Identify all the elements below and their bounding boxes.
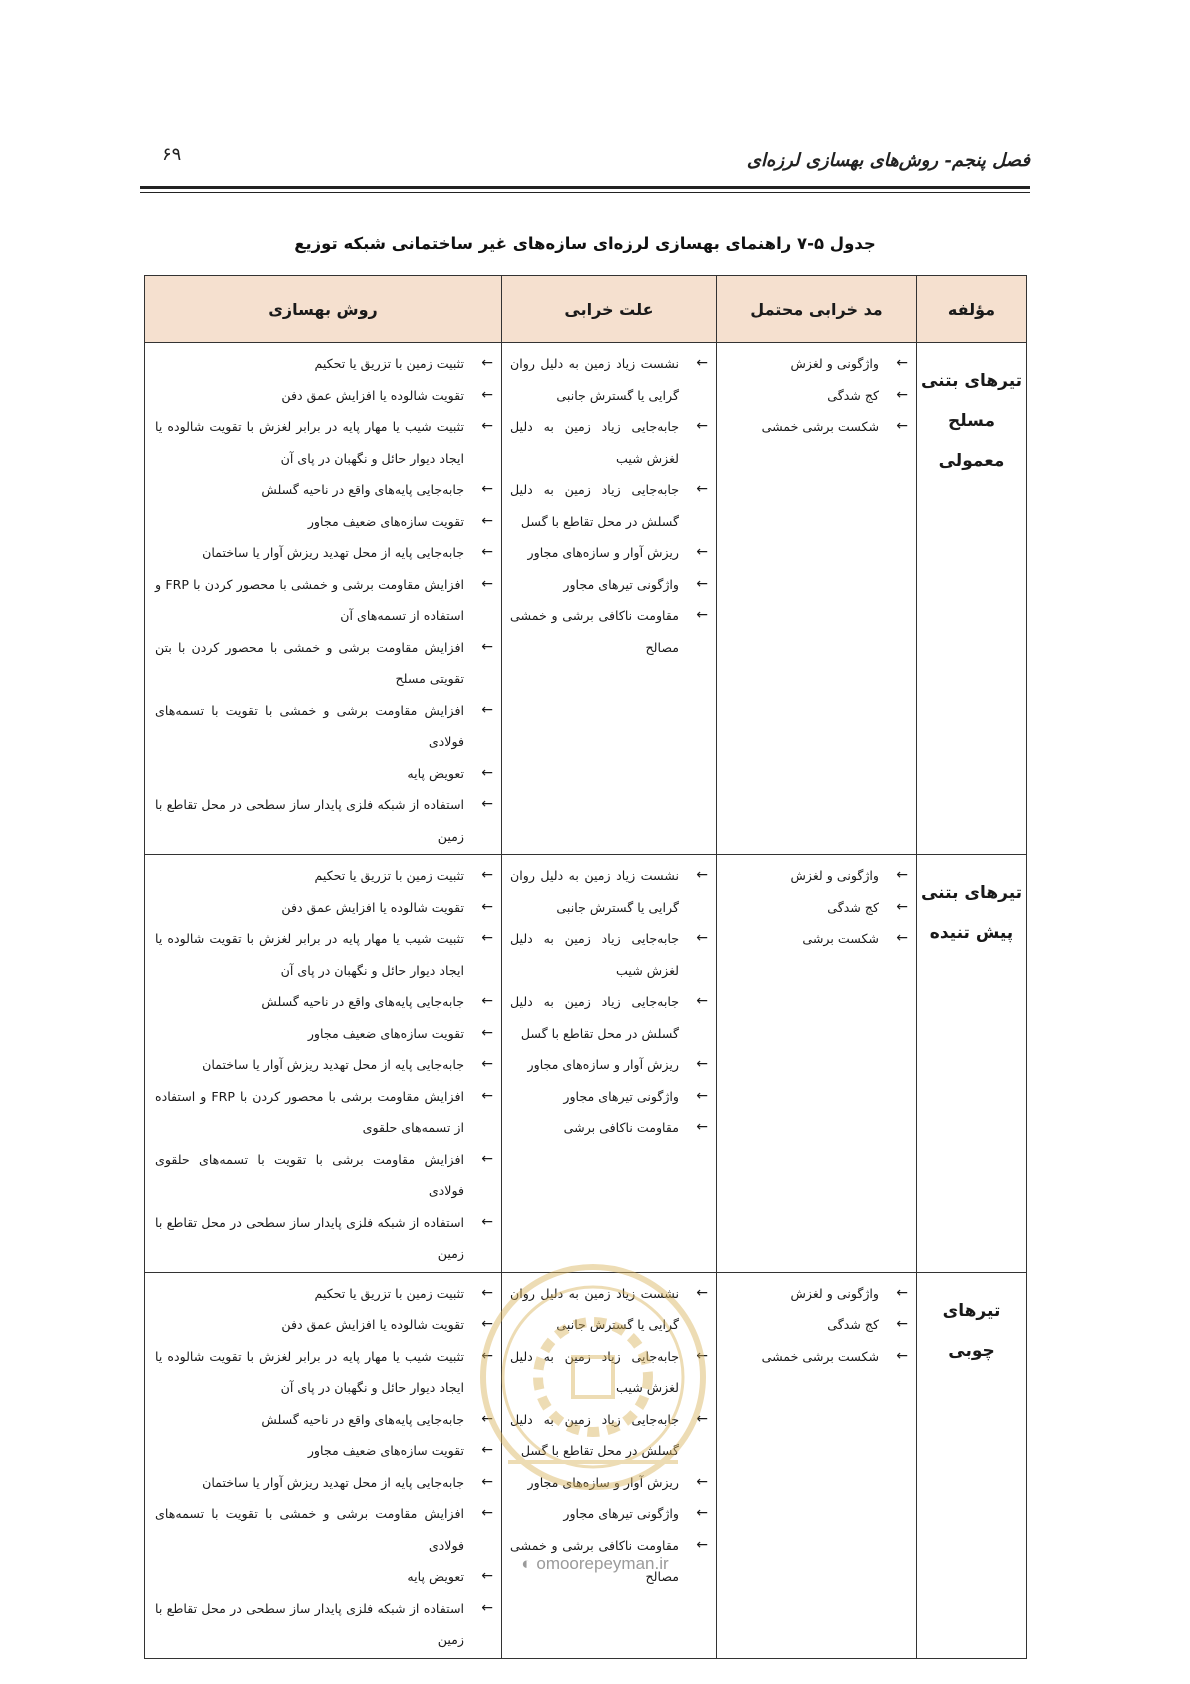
failure-cause-item bbox=[502, 1498, 716, 1530]
retrofit-method-item-text: جابه‌جایی پایه‌های واقع در ناحیه گسلش bbox=[261, 994, 464, 1009]
arrow-left-icon: ← bbox=[696, 993, 708, 1009]
column-header-component: مؤلفه bbox=[917, 276, 1027, 343]
table-row bbox=[145, 343, 1027, 855]
failure-cause-item bbox=[502, 537, 716, 569]
arrow-left-icon: ← bbox=[696, 1284, 708, 1301]
arrow-left-icon: ← bbox=[481, 1213, 493, 1230]
arrow-left-icon: ← bbox=[481, 1316, 493, 1332]
arrow-left-icon: ← bbox=[481, 764, 493, 781]
arrow-left-icon: ← bbox=[481, 796, 493, 812]
failure-mode-item bbox=[717, 860, 916, 892]
retrofit-method-item bbox=[145, 1404, 501, 1436]
failure-mode-item bbox=[717, 892, 916, 924]
failure-cause-item-text: جابه‌جایی زیاد زمین به دلیل گسلش در محل تقاطع با گسل bbox=[510, 1411, 679, 1458]
column-header-retrofit-method: روش بهسازی bbox=[145, 276, 502, 343]
arrow-left-icon: ← bbox=[481, 1024, 493, 1041]
arrow-left-icon: ← bbox=[481, 993, 493, 1009]
failure-cause-item-text: جابه‌جایی زیاد زمین به دلیل لغزش شیب bbox=[510, 931, 679, 978]
arrow-left-icon: ← bbox=[896, 930, 908, 946]
failure-cause-cell bbox=[502, 855, 717, 1273]
retrofit-method-item bbox=[145, 789, 501, 852]
arrow-left-icon: ← bbox=[696, 607, 708, 623]
retrofit-method-item-text: جابه‌جایی پایه از محل تهدید ریزش آوار یا ساختمان bbox=[202, 1057, 464, 1072]
failure-mode-cell bbox=[717, 1272, 917, 1658]
arrow-left-icon: ← bbox=[481, 481, 493, 497]
arrow-left-icon: ← bbox=[896, 418, 908, 434]
arrow-left-icon: ← bbox=[481, 1150, 493, 1167]
arrow-left-icon: ← bbox=[896, 386, 908, 403]
failure-cause-item-text: نشست زیاد زمین به دلیل روان گرایی یا گسترش جانبی bbox=[510, 868, 679, 915]
arrow-left-icon: ← bbox=[481, 701, 493, 718]
failure-cause-item-text: واژگونی تیرهای مجاور bbox=[563, 576, 679, 592]
failure-cause-item-text: نشست زیاد زمین به دلیل روان گرایی یا گسترش جانبی bbox=[510, 1285, 679, 1332]
arrow-left-icon: ← bbox=[481, 1473, 493, 1490]
arrow-left-icon: ← bbox=[481, 1505, 493, 1521]
component-cell bbox=[917, 343, 1027, 855]
column-header-failure-mode: مد خرابی محتمل bbox=[717, 276, 917, 343]
arrow-left-icon: ← bbox=[481, 1056, 493, 1072]
failure-mode-cell bbox=[717, 855, 917, 1273]
failure-mode-item-text: شکست برشی خمشی bbox=[761, 419, 879, 434]
arrow-left-icon: ← bbox=[696, 1056, 708, 1072]
failure-mode-item-text: کج شدگی bbox=[827, 387, 879, 403]
arrow-left-icon: ← bbox=[696, 1119, 708, 1135]
failure-cause-item bbox=[502, 474, 716, 537]
arrow-left-icon: ← bbox=[696, 1536, 708, 1553]
arrow-left-icon: ← bbox=[896, 1316, 908, 1332]
retrofit-method-item bbox=[145, 1467, 501, 1499]
retrofit-method-item bbox=[145, 695, 501, 758]
failure-cause-item-text: ریزش آوار و سازه‌های مجاور bbox=[527, 1057, 679, 1072]
retrofit-method-item bbox=[145, 1081, 501, 1144]
arrow-left-icon: ← bbox=[696, 418, 708, 434]
retrofit-method-item bbox=[145, 758, 501, 790]
retrofit-method-item bbox=[145, 923, 501, 986]
component-cell bbox=[917, 1272, 1027, 1658]
arrow-left-icon: ← bbox=[896, 898, 908, 915]
failure-cause-cell-list bbox=[502, 855, 716, 1146]
table-caption: جدول ۵-۷ راهنمای بهسازی لرزه‌ای سازه‌های غیر ساختمانی شبکه توزیع bbox=[294, 234, 876, 253]
arrow-left-icon: ← bbox=[481, 418, 493, 434]
component-name-line: پیش تنیده bbox=[929, 923, 1014, 943]
failure-cause-item bbox=[502, 1467, 716, 1499]
retrofit-method-item-text: جابه‌جایی پایه از محل تهدید ریزش آوار یا ساختمان bbox=[202, 1474, 464, 1490]
retrofit-method-item bbox=[145, 1018, 501, 1050]
table-row bbox=[145, 1272, 1027, 1658]
arrow-left-icon: ← bbox=[481, 1347, 493, 1364]
arrow-left-icon: ← bbox=[481, 1599, 493, 1616]
retrofit-method-item-text: جابه‌جایی پایه از محل تهدید ریزش آوار یا ساختمان bbox=[202, 545, 464, 560]
component-name-line: مسلح bbox=[947, 411, 995, 431]
retrofit-method-item-text: جابه‌جایی پایه‌های واقع در ناحیه گسلش bbox=[261, 482, 464, 497]
component-name-line: تیرهای بتنی bbox=[920, 883, 1023, 903]
retrofit-method-cell-list bbox=[145, 343, 501, 854]
retrofit-method-item bbox=[145, 1593, 501, 1656]
retrofit-method-item bbox=[145, 1341, 501, 1404]
retrofit-method-item-text: تقویت شالوده یا افزایش عمق دفن bbox=[281, 387, 464, 403]
retrofit-method-item-text: افزایش مقاومت برشی با محصور کردن با FRP و استفاده از تسمه‌های حلقوی bbox=[155, 1088, 464, 1135]
failure-mode-item-text: شکست برشی bbox=[802, 931, 879, 946]
retrofit-method-item-text: تثبیت شیب یا مهار پایه در برابر لغزش با تقویت شالوده یا ایجاد دیوار حائل و نگهبان در پای آن bbox=[155, 1348, 464, 1395]
retrofit-method-item-text: تثبیت زمین با تزریق یا تحکیم bbox=[314, 356, 464, 371]
failure-cause-cell-list bbox=[502, 1273, 716, 1595]
failure-cause-item-text: واژگونی تیرهای مجاور bbox=[563, 1088, 679, 1104]
failure-cause-cell bbox=[502, 343, 717, 855]
retrofit-method-item bbox=[145, 1207, 501, 1270]
failure-mode-item-text: کج شدگی bbox=[827, 899, 879, 915]
failure-mode-item bbox=[717, 1341, 916, 1373]
arrow-left-icon: ← bbox=[481, 575, 493, 592]
retrofit-method-cell bbox=[145, 1272, 502, 1658]
table-row bbox=[145, 855, 1027, 1273]
failure-cause-item bbox=[502, 1112, 716, 1144]
retrofit-method-item bbox=[145, 506, 501, 538]
retrofit-method-item-text: افزایش مقاومت برشی با تقویت با تسمه‌های حلقوی فولادی bbox=[155, 1151, 464, 1198]
failure-cause-item bbox=[502, 1049, 716, 1081]
failure-mode-item bbox=[717, 1309, 916, 1341]
retrofit-method-item bbox=[145, 537, 501, 569]
failure-cause-item-text: نشست زیاد زمین به دلیل روان گرایی یا گسترش جانبی bbox=[510, 356, 679, 403]
retrofit-method-item-text: تثبیت شیب یا مهار پایه در برابر لغزش با تقویت شالوده یا ایجاد دیوار حائل و نگهبان در پای آن bbox=[155, 419, 464, 466]
arrow-left-icon: ← bbox=[696, 930, 708, 946]
failure-cause-item-text: جابه‌جایی زیاد زمین به دلیل گسلش در محل تقاطع با گسل bbox=[510, 994, 679, 1041]
page-header bbox=[140, 138, 1030, 178]
failure-cause-item bbox=[502, 923, 716, 986]
arrow-left-icon: ← bbox=[481, 898, 493, 915]
failure-mode-cell bbox=[717, 343, 917, 855]
watermark-globe-icon: ◐ bbox=[521, 1554, 532, 1573]
component-name-line: چوبی bbox=[948, 1340, 995, 1361]
retrofit-method-item-text: تقویت سازه‌های ضعیف مجاور bbox=[307, 1443, 464, 1458]
retrofit-method-item-text: تقویت شالوده یا افزایش عمق دفن bbox=[281, 1317, 464, 1332]
retrofit-method-item bbox=[145, 348, 501, 380]
retrofit-method-item-text: تقویت شالوده یا افزایش عمق دفن bbox=[281, 899, 464, 915]
failure-mode-item bbox=[717, 923, 916, 955]
failure-mode-item-text: شکست برشی خمشی bbox=[761, 1348, 879, 1364]
retrofit-method-item-text: استفاده از شبکه فلزی پایدار ساز سطحی در محل تقاطع با زمین bbox=[155, 1214, 464, 1261]
retrofit-method-item-text: استفاده از شبکه فلزی پایدار ساز سطحی در محل تقاطع با زمین bbox=[155, 1600, 464, 1647]
component-name-line: معمولی bbox=[938, 451, 1005, 471]
header-rule-thick bbox=[140, 186, 1030, 189]
retrofit-method-item bbox=[145, 892, 501, 924]
failure-cause-item bbox=[502, 1278, 716, 1341]
component-name-line: تیرهای bbox=[942, 1300, 1001, 1321]
failure-cause-item-text: جابه‌جایی زیاد زمین به دلیل گسلش در محل تقاطع با گسل bbox=[510, 482, 679, 529]
arrow-left-icon: ← bbox=[696, 544, 708, 560]
arrow-left-icon: ← bbox=[481, 638, 493, 655]
watermark-url-text: omoorepeyman.ir bbox=[536, 1554, 669, 1573]
arrow-left-icon: ← bbox=[896, 1284, 908, 1301]
arrow-left-icon: ← bbox=[481, 544, 493, 560]
failure-cause-item bbox=[502, 569, 716, 601]
failure-cause-item bbox=[502, 1341, 716, 1404]
failure-cause-item bbox=[502, 1081, 716, 1113]
failure-mode-item bbox=[717, 1278, 916, 1310]
retrofit-method-item bbox=[145, 632, 501, 695]
component-cell bbox=[917, 855, 1027, 1273]
failure-mode-item-text: واژگونی و لغزش bbox=[790, 868, 879, 883]
arrow-left-icon: ← bbox=[481, 1410, 493, 1427]
retrofit-method-item-text: تثبیت زمین با تزریق یا تحکیم bbox=[314, 1285, 464, 1301]
retrofit-method-item-text: افزایش مقاومت برشی و خمشی با تقویت با تسمه‌های فولادی bbox=[155, 1506, 464, 1553]
failure-cause-item-text: واژگونی تیرهای مجاور bbox=[563, 1506, 679, 1521]
arrow-left-icon: ← bbox=[481, 1284, 493, 1301]
retrofit-method-item-text: استفاده از شبکه فلزی پایدار ساز سطحی در محل تقاطع با زمین bbox=[155, 797, 464, 844]
failure-cause-cell bbox=[502, 1272, 717, 1658]
arrow-left-icon: ← bbox=[696, 867, 708, 883]
retrofit-method-cell bbox=[145, 855, 502, 1273]
retrofit-method-item-text: تثبیت شیب یا مهار پایه در برابر لغزش با تقویت شالوده یا ایجاد دیوار حائل و نگهبان در پای آن bbox=[155, 931, 464, 978]
retrofit-method-item-text: جابه‌جایی پایه‌های واقع در ناحیه گسلش bbox=[261, 1411, 464, 1427]
retrofit-guide-table bbox=[144, 275, 1027, 1659]
arrow-left-icon: ← bbox=[481, 512, 493, 529]
table-header-row bbox=[145, 276, 1027, 343]
retrofit-method-cell bbox=[145, 343, 502, 855]
arrow-left-icon: ← bbox=[481, 1087, 493, 1104]
failure-cause-item-text: جابه‌جایی زیاد زمین به دلیل لغزش شیب bbox=[510, 1348, 679, 1395]
failure-cause-cell-list bbox=[502, 343, 716, 665]
arrow-left-icon: ← bbox=[696, 481, 708, 497]
arrow-left-icon: ← bbox=[481, 386, 493, 403]
retrofit-method-item-text: افزایش مقاومت برشی و خمشی با محصور کردن با بتن تقویتی مسلح bbox=[155, 639, 464, 686]
watermark-url bbox=[0, 1554, 1190, 1574]
retrofit-method-item bbox=[145, 986, 501, 1018]
component-name-line: تیرهای بتنی bbox=[920, 371, 1023, 391]
retrofit-method-item bbox=[145, 860, 501, 892]
retrofit-method-item-text: تقویت سازه‌های ضعیف مجاور bbox=[307, 513, 464, 529]
arrow-left-icon: ← bbox=[481, 1442, 493, 1458]
retrofit-method-cell-list bbox=[145, 1273, 501, 1658]
failure-cause-item-text: مقاومت ناکافی برشی و خمشی مصالح bbox=[510, 608, 679, 655]
retrofit-method-item-text: افزایش مقاومت برشی و خمشی با محصور کردن با FRP و استفاده از تسمه‌های آن bbox=[155, 576, 464, 623]
failure-cause-item-text: مقاومت ناکافی برشی bbox=[563, 1120, 679, 1135]
failure-mode-cell-list bbox=[717, 343, 916, 445]
retrofit-method-item-text: تثبیت زمین با تزریق یا تحکیم bbox=[314, 868, 464, 883]
arrow-left-icon: ← bbox=[896, 867, 908, 883]
retrofit-method-item bbox=[145, 569, 501, 632]
failure-mode-item bbox=[717, 411, 916, 443]
failure-cause-item bbox=[502, 986, 716, 1049]
arrow-left-icon: ← bbox=[696, 1410, 708, 1427]
failure-cause-item-text: جابه‌جایی زیاد زمین به دلیل لغزش شیب bbox=[510, 419, 679, 466]
failure-cause-item-text: مقاومت ناکافی برشی و خمشی مصالح bbox=[510, 1537, 679, 1584]
failure-cause-item bbox=[502, 348, 716, 411]
retrofit-method-item bbox=[145, 474, 501, 506]
arrow-left-icon: ← bbox=[696, 1505, 708, 1521]
arrow-left-icon: ← bbox=[481, 1568, 493, 1584]
arrow-left-icon: ← bbox=[896, 355, 908, 371]
page-number: ۶۹ bbox=[162, 144, 182, 165]
retrofit-method-cell-list bbox=[145, 855, 501, 1272]
failure-mode-cell-list bbox=[717, 855, 916, 957]
failure-mode-item-text: واژگونی و لغزش bbox=[790, 356, 879, 371]
arrow-left-icon: ← bbox=[696, 1347, 708, 1364]
header-rule-thin bbox=[140, 192, 1030, 193]
failure-mode-item-text: واژگونی و لغزش bbox=[790, 1285, 879, 1301]
failure-cause-item bbox=[502, 860, 716, 923]
arrow-left-icon: ← bbox=[696, 1087, 708, 1104]
failure-cause-item-text: ریزش آوار و سازه‌های مجاور bbox=[527, 1474, 679, 1490]
arrow-left-icon: ← bbox=[896, 1347, 908, 1364]
retrofit-method-item bbox=[145, 1309, 501, 1341]
retrofit-method-item-text: تعویض پایه bbox=[407, 765, 464, 781]
failure-mode-item bbox=[717, 380, 916, 412]
arrow-left-icon: ← bbox=[696, 575, 708, 592]
retrofit-method-item bbox=[145, 380, 501, 412]
retrofit-method-item bbox=[145, 1498, 501, 1561]
column-header-failure-cause: علت خرابی bbox=[502, 276, 717, 343]
retrofit-method-item-text: افزایش مقاومت برشی و خمشی با تقویت با تسمه‌های فولادی bbox=[155, 702, 464, 749]
failure-cause-item bbox=[502, 411, 716, 474]
arrow-left-icon: ← bbox=[481, 355, 493, 371]
retrofit-method-item-text: تعویض پایه bbox=[407, 1569, 464, 1584]
failure-mode-item bbox=[717, 348, 916, 380]
retrofit-method-item-text: تقویت سازه‌های ضعیف مجاور bbox=[307, 1025, 464, 1041]
failure-mode-item-text: کج شدگی bbox=[827, 1317, 879, 1332]
failure-cause-item-text: ریزش آوار و سازه‌های مجاور bbox=[527, 545, 679, 560]
arrow-left-icon: ← bbox=[696, 355, 708, 371]
retrofit-method-item bbox=[145, 411, 501, 474]
retrofit-method-item bbox=[145, 1278, 501, 1310]
failure-cause-item bbox=[502, 600, 716, 663]
arrow-left-icon: ← bbox=[481, 930, 493, 946]
retrofit-method-item bbox=[145, 1435, 501, 1467]
retrofit-method-item bbox=[145, 1144, 501, 1207]
arrow-left-icon: ← bbox=[481, 867, 493, 883]
failure-mode-cell-list bbox=[717, 1273, 916, 1375]
retrofit-method-item bbox=[145, 1049, 501, 1081]
arrow-left-icon: ← bbox=[696, 1473, 708, 1490]
chapter-title: فصل پنجم- روش‌های بهسازی لرزه‌ای bbox=[746, 150, 1030, 171]
failure-cause-item bbox=[502, 1404, 716, 1467]
